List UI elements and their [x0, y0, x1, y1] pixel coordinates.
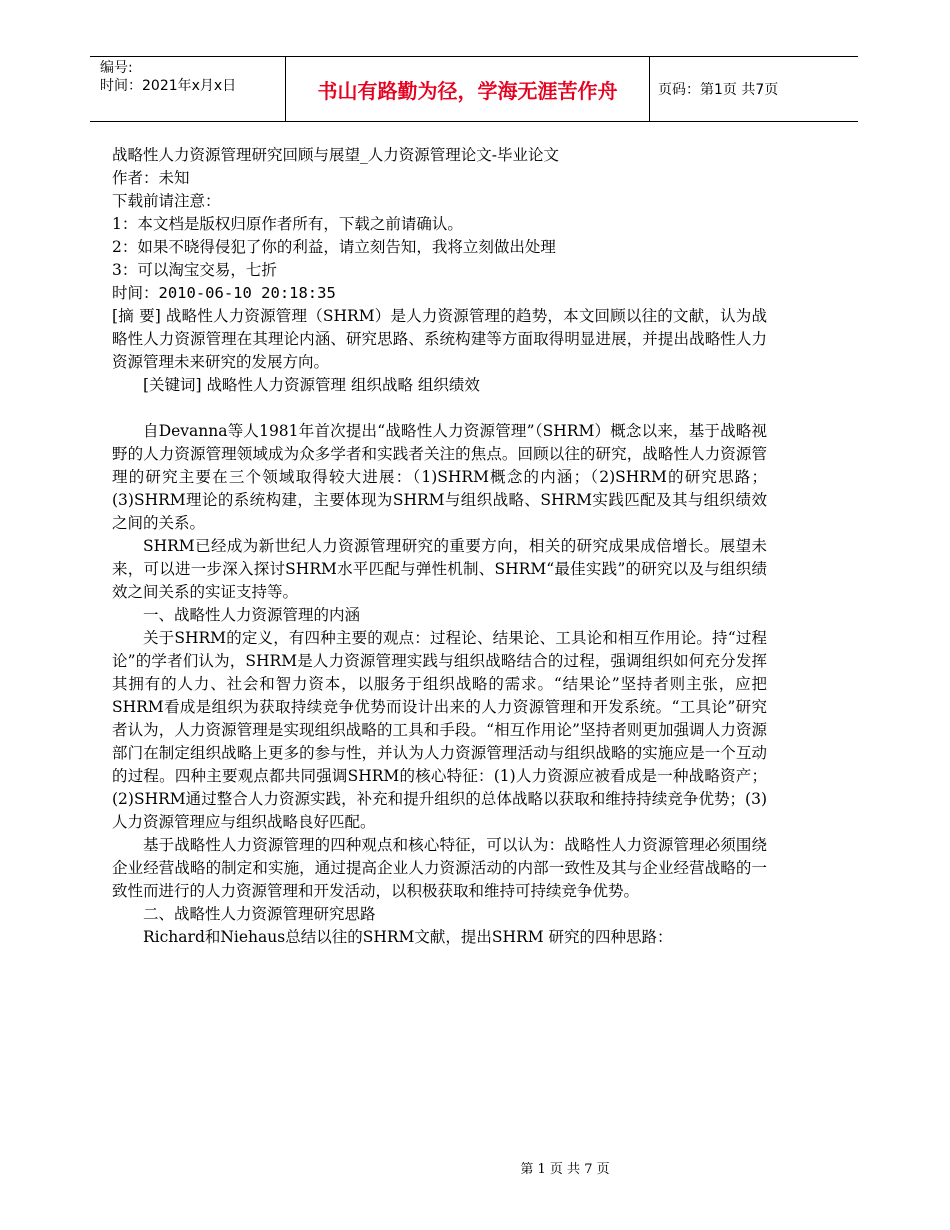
paragraph-2: SHRM已经成为新世纪人力资源管理研究的重要方向，相关的研究成果成倍增长。展望未来，可以进一步深入探讨SHRM水平匹配与弹性机制、SHRM“最佳实践”的研究以及与组织绩效之间关系的实证支持等。 — [112, 537, 767, 601]
section-heading-1: 一、战略性人力资源管理的内涵 — [143, 606, 361, 624]
keywords: [关键词] 战略性人力资源管理 组织战略 组织绩效 — [143, 376, 480, 394]
header-meta — [90, 57, 286, 121]
page-footer: 第 1 页 共 7 页 — [520, 1162, 610, 1177]
time-label: 时间：2021年x月x日 — [100, 78, 237, 94]
notice-heading: 下载前请注意： — [112, 192, 221, 210]
paragraph-3: 关于SHRM的定义，有四种主要的观点：过程论、结果论、工具论和相互作用论。持“过程论”的学者们认为，SHRM是人力资源管理实践与组织战略结合的过程，强调组织如何充分发挥其拥有的人力、社会和智力资本，以服务于组织战略的需求。“结果论”坚持者则主张，应把SHRM看成是组织为获取持续竞争优势而设计出来的人力资源管理和开发系统。“工具论”研究者认为，人力资源管理是实现组织战略的工具和手段。“相互作用论”坚持者则更加强调人力资源部门在制定组织战略上更多的参与性，并认为人力资源管理活动与组织战略的实施应是一个互动的过程。四种主要观点都共同强调SHRM的核心特征：(1)人力资源应被看成是一种战略资产；(2)SHRM通过整合人力资源实践，补充和提升组织的总体战略以获取和维持持续竞争优势；(3)人力资源管理应与组织战略良好匹配。 — [112, 629, 767, 831]
section-heading-2: 二、战略性人力资源管理研究思路 — [143, 905, 376, 923]
paragraph-5: Richard和Niehaus总结以往的SHRM文献，提出SHRM 研究的四种思路： — [143, 928, 673, 946]
header-page-info: 页码：第1页 共7页 — [658, 82, 779, 98]
number-label: 编号: — [100, 60, 133, 76]
document-body — [112, 144, 767, 949]
doc-time: 时间：2010-06-10 20:18:35 — [112, 284, 336, 302]
doc-title: 战略性人力资源管理研究回顾与展望_人力资源管理论文-毕业论文 — [112, 146, 559, 164]
abstract: [摘 要] 战略性人力资源管理（SHRM）是人力资源管理的趋势，本文回顾以往的文献，认为战略性人力资源管理在其理论内涵、研究思路、系统构建等方面取得明显进展，并提出战略性人力资源管理未来研究的发展方向。 — [112, 307, 767, 371]
header-motto: 书山有路勤为径，学海无涯苦作舟 — [286, 57, 650, 121]
notice-item-2: 2：如果不晓得侵犯了你的利益，请立刻告知，我将立刻做出处理 — [112, 238, 556, 256]
doc-author: 作者：未知 — [112, 169, 190, 187]
notice-item-3: 3：可以淘宝交易，七折 — [112, 261, 277, 279]
notice-item-1: 1：本文档是版权归原作者所有，下载之前请确认。 — [112, 215, 463, 233]
paragraph-1: 自Devanna等人1981年首次提出“战略性人力资源管理”（SHRM）概念以来，基于战略视野的人力资源管理领域成为众多学者和实践者关注的焦点。回顾以往的研究，战略性人力资源管理的研究主要在三个领域取得较大进展：（1)SHRM概念的内涵；（2)SHRM的研究思路；(3)SHRM理论的系统构建，主要体现为SHRM与组织战略、SHRM实践匹配及其与组织绩效之间的关系。 — [112, 422, 767, 532]
page-header — [90, 56, 858, 122]
paragraph-4: 基于战略性人力资源管理的四种观点和核心特征，可以认为：战略性人力资源管理必须围绕企业经营战略的制定和实施，通过提高企业人力资源活动的内部一致性及其与企业经营战略的一致性而进行的人力资源管理和开发活动，以积极获取和维持可持续竞争优势。 — [112, 836, 767, 900]
